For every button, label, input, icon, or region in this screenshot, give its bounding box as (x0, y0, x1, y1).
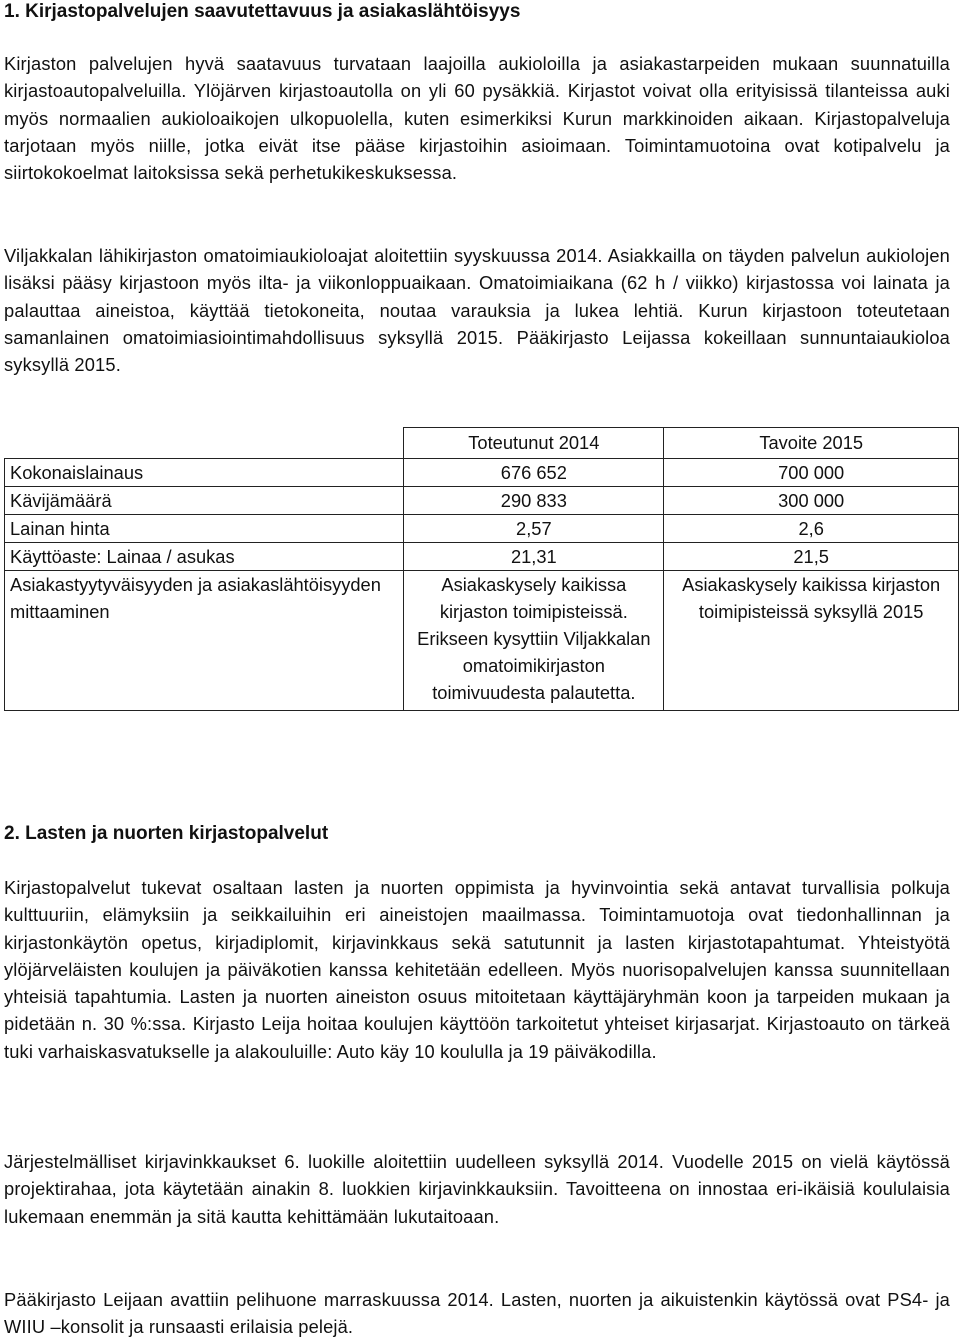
section-2-paragraph-3: Pääkirjasto Leijaan avattiin pelihuone marraskuussa 2014. Lasten, nuorten ja aikuistenkin käytössä ovat PS4- ja WIIU –konsolit ja runsaasti erilaisia pelejä. (4, 1289, 950, 1338)
table-header-target-2015: Tavoite 2015 (664, 428, 959, 459)
table-row (5, 571, 959, 711)
table-row-label: Kävijämäärä (5, 487, 404, 515)
table-header-empty-cell (5, 428, 404, 459)
table-row-target: 21,5 (664, 543, 959, 571)
table-row-label: Kokonaislainaus (5, 459, 404, 487)
table-row-target: 700 000 (664, 459, 959, 487)
table-row-target: 2,6 (664, 515, 959, 543)
library-kpi-table (4, 427, 959, 711)
table-row-actual: 676 652 (404, 459, 664, 487)
section-1-paragraph-2: Viljakkalan lähikirjaston omatoimiaukioloajat aloitettiin syyskuussa 2014. Asiakkailla on täyden palvelun aukiolojen lisäksi pääsy kirjastoon myös ilta- ja viikonloppuaikaan. Omatoimiaikana (62 h / viikko) kirjastossa voi lainata ja palauttaa aineistoa, käyttää tietokoneita, noutaa varauksia ja lukea lehtiä. Kurun kirjastoon toteutetaan samanlainen omatoimiasiointimahdollisuus syksyllä 2015. Pääkirjasto Leijassa kokeillaan sunnuntaiaukioloa syksyllä 2015. (4, 245, 950, 376)
table-header-actual-2014: Toteutunut 2014 (404, 428, 664, 459)
table-row-label: Asiakastyytyväisyyden ja asiakaslähtöisyyden mittaaminen (5, 571, 404, 711)
table-header-row (5, 428, 959, 459)
table-row-label: Käyttöaste: Lainaa / asukas (5, 543, 404, 571)
table-row-target: Asiakaskysely kaikissa kirjaston toimipisteissä syksyllä 2015 (664, 571, 959, 711)
table-row-actual: Asiakaskysely kaikissa kirjaston toimipisteissä. Erikseen kysyttiin Viljakkalan omatoimikirjaston toimivuudesta palautetta. (404, 571, 664, 711)
section-1-heading: 1. Kirjastopalvelujen saavutettavuus ja asiakaslähtöisyys (4, 1, 521, 22)
table-row (5, 543, 959, 571)
table-row-label: Lainan hinta (5, 515, 404, 543)
table-row (5, 515, 959, 543)
section-1-paragraph-1: Kirjaston palvelujen hyvä saatavuus turvataan laajoilla aukioloilla ja asiakastarpeiden mukaan suunnatuilla kirjastoautopalveluilla. Ylöjärven kirjastoautolla on yli 60 pysäkkiä. Kirjastot voivat olla erityisissä tilanteissa auki myös normaalien aukioloaikojen ulkopuolella, kuten esimerkiksi Kurun markkinoiden aikaan. Kirjastopalveluja tarjotaan myös niille, jotka eivät itse pääse kirjastoihin asioimaan. Toimintamuotoina ovat kotipalvelu ja siirtokokoelmat laitoksissa sekä perhetukikeskuksessa. (4, 53, 950, 184)
table-row (5, 459, 959, 487)
table-row-actual: 290 833 (404, 487, 664, 515)
section-2-paragraph-2: Järjestelmälliset kirjavinkkaukset 6. luokille aloitettiin uudelleen syksyllä 2014. Vuodelle 2015 on vielä käytössä projektirahaa, jota käytetään ainakin 8. luokkien kirjavinkkauksiin. Tavoitteena on innostaa eri-ikäisiä koululaisia lukemaan enemmän ja sitä kautta kehittämään lukutaitoaan. (4, 1151, 950, 1227)
section-2-paragraph-1: Kirjastopalvelut tukevat osaltaan lasten ja nuorten oppimista ja hyvinvointia sekä antavat turvallisia polkuja kulttuuriin, elämyksiin ja seikkailuihin eri aineistojen maailmassa. Toimintamuotoja ovat tiedonhallinnan ja kirjastonkäytön opetus, kirjadiplomit, kirjavinkkaus sekä satutunnit ja lasten kirjastotapahtumat. Yhteistyötä ylöjärveläisten koulujen ja päiväkotien kanssa kehitetään edelleen. Myös nuorisopalvelujen kanssa suunnitellaan yhteisiä tapahtumia. Lasten ja nuorten aineiston osuus mitoitetaan käyttäjäryhmän koon ja tarpeiden mukaan ja pidetään n. 30 %:ssa. Kirjasto Leija hoitaa koulujen käyttöön tarkoitetut yhteiset kirjasarjat. Kirjastoauto on tärkeä tuki varhaiskasvatukselle ja alakouluille: Auto käy 10 koululla ja 19 päiväkodilla. (4, 877, 950, 1062)
table-row-actual: 2,57 (404, 515, 664, 543)
table-row-target: 300 000 (664, 487, 959, 515)
section-2-heading: 2. Lasten ja nuorten kirjastopalvelut (4, 823, 329, 844)
table-row-actual: 21,31 (404, 543, 664, 571)
table-row (5, 487, 959, 515)
